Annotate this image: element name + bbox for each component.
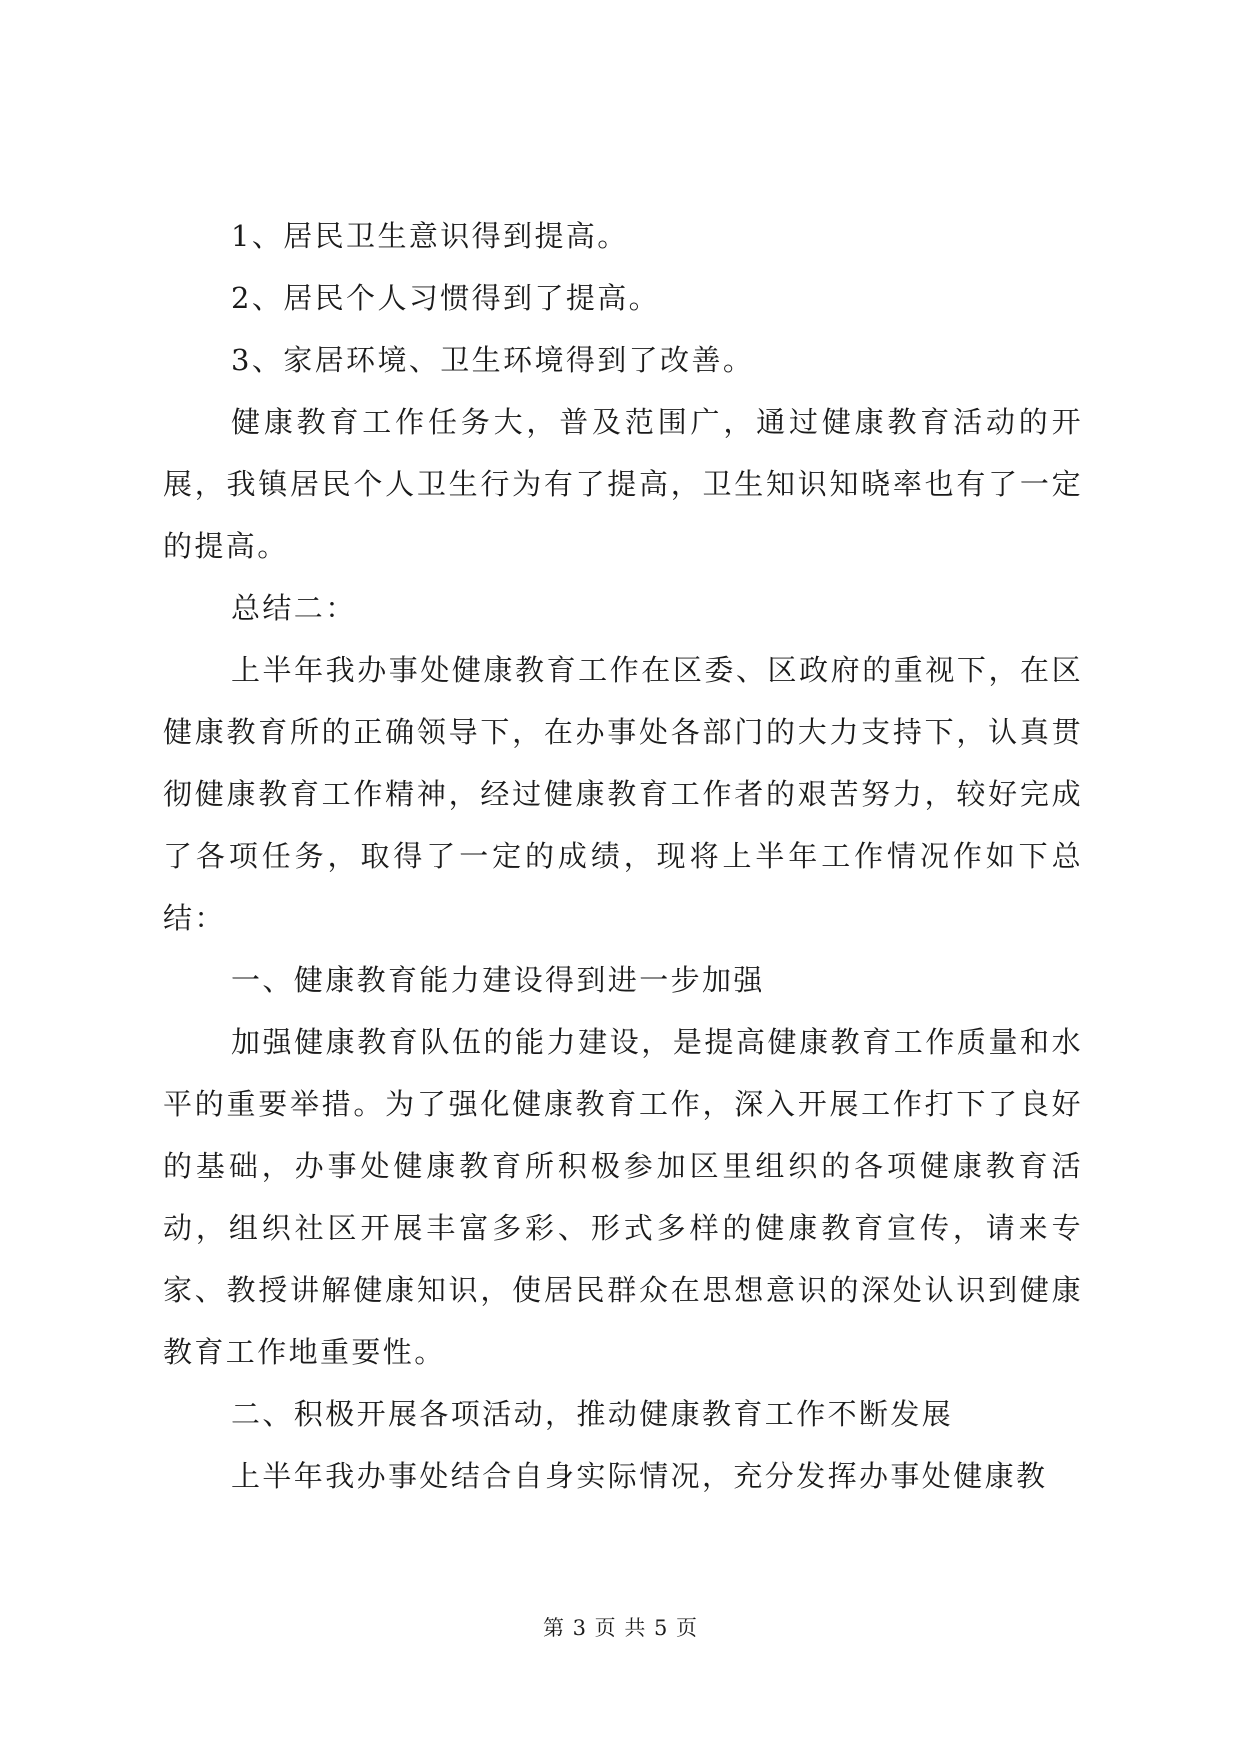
- activities-paragraph: 上半年我办事处结合自身实际情况，充分发挥办事处健康教: [231, 1459, 1048, 1493]
- heading-capacity-building: 一、健康教育能力建设得到进一步加强: [231, 963, 765, 997]
- list-item-3: 3、家居环境、卫生环境得到了改善。: [231, 343, 755, 377]
- list-item-2: 2、居民个人习惯得到了提高。: [231, 281, 661, 315]
- summary-paragraph-1: 健康教育工作任务大，普及范围广，通过健康教育活动的开展，我镇居民个人卫生行为有了提高，卫生知识知晓率也有了一定的提高。: [163, 405, 1083, 563]
- page-number-footer: 第 3 页 共 5 页: [542, 1616, 699, 1640]
- heading-activities: 二、积极开展各项活动，推动健康教育工作不断发展: [231, 1397, 954, 1431]
- intro-paragraph: 上半年我办事处健康教育工作在区委、区政府的重视下，在区健康教育所的正确领导下，在办事处各部门的大力支持下，认真贯彻健康教育工作精神，经过健康教育工作者的艰苦努力，较好完成了各项任务，取得了一定的成绩，现将上半年工作情况作如下总结：: [163, 653, 1083, 935]
- section-title-summary-two: 总结二：: [231, 591, 357, 625]
- list-item-1: 1、居民卫生意识得到提高。: [231, 219, 629, 253]
- document-body: [163, 205, 1083, 1507]
- capacity-building-paragraph: 加强健康教育队伍的能力建设，是提高健康教育工作质量和水平的重要举措。为了强化健康教育工作，深入开展工作打下了良好的基础，办事处健康教育所积极参加区里组织的各项健康教育活动，组织社区开展丰富多彩、形式多样的健康教育宣传，请来专家、教授讲解健康知识，使居民群众在思想意识的深处认识到健康教育工作地重要性。: [163, 1025, 1083, 1369]
